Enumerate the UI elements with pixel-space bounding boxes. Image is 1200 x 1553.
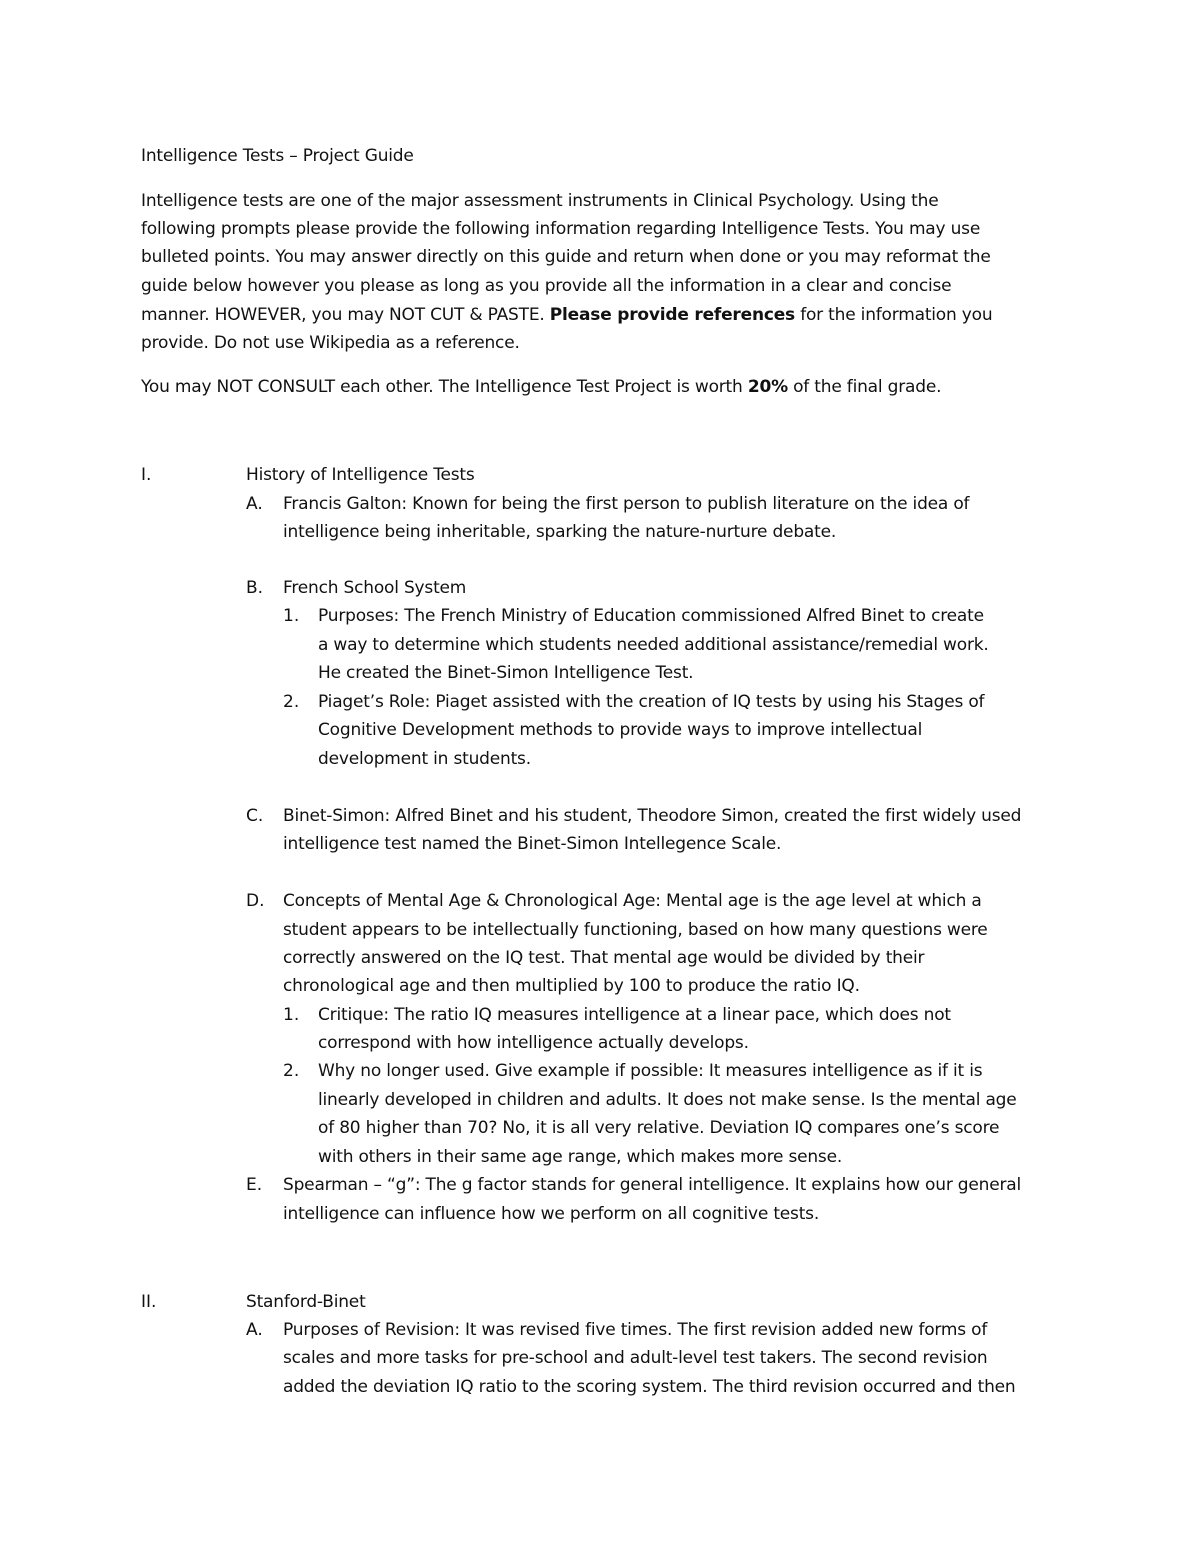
item-line: intelligence can influence how we perform on all cognitive tests. [283,1204,820,1224]
subitem-marker: 2. [283,692,300,712]
subitem-line: linearly developed in children and adults. It does not make sense. Is the mental age [318,1090,1017,1110]
subitem-line: Cognitive Development methods to provide ways to improve intellectual [318,720,923,740]
subitem-line: correspond with how intelligence actually develops. [318,1033,749,1053]
item-marker: C. [246,806,264,826]
intro-line: guide below however you please as long as you provide all the information in a clear and concise [141,276,952,296]
item-line: Concepts of Mental Age & Chronological Age: Mental age is the age level at which a [283,891,982,911]
item-line: Francis Galton: Known for being the first person to publish literature on the idea of [283,494,970,514]
consult-text: of the final grade. [787,377,942,397]
item-line: student appears to be intellectually functioning, based on how many questions were [283,920,988,940]
intro-line: Intelligence tests are one of the major assessment instruments in Clinical Psychology. Using the [141,191,939,211]
item-line: Spearman – “g”: The g factor stands for general intelligence. It explains how our general [283,1175,1022,1195]
document-title: Intelligence Tests – Project Guide [141,146,414,166]
section-heading: Stanford-Binet [246,1292,366,1312]
intro-line: bulleted points. You may answer directly on this guide and return when done or you may reformat the [141,247,991,267]
item-line: correctly answered on the IQ test. That mental age would be divided by their [283,948,925,968]
intro-line: provide. Do not use Wikipedia as a reference. [141,333,520,353]
subitem-marker: 2. [283,1061,300,1081]
subitem-line: with others in their same age range, which makes more sense. [318,1147,843,1167]
item-marker: A. [246,1320,263,1340]
item-marker: A. [246,494,263,514]
intro-bold-text: Please provide references [549,305,795,325]
item-line: intelligence test named the Binet-Simon Intellegence Scale. [283,834,782,854]
section-marker: II. [141,1292,157,1312]
subitem-line: of 80 higher than 70? No, it is all very relative. Deviation IQ compares one’s score [318,1118,1000,1138]
item-line: Purposes of Revision: It was revised five times. The first revision added new forms of [283,1320,988,1340]
section-marker: I. [141,465,152,485]
consult-line [141,376,941,398]
section-heading: History of Intelligence Tests [246,465,475,485]
subitem-marker: 1. [283,1005,300,1025]
subitem-line: Purposes: The French Ministry of Education commissioned Alfred Binet to create [318,606,984,626]
subitem-line: Piaget’s Role: Piaget assisted with the creation of IQ tests by using his Stages of [318,692,985,712]
intro-line: following prompts please provide the following information regarding Intelligence Tests. You may use [141,219,981,239]
item-marker: D. [246,891,265,911]
subitem-line: development in students. [318,749,531,769]
subitem-line: Why no longer used. Give example if possible: It measures intelligence as if it is [318,1061,983,1081]
item-heading: French School System [283,578,467,598]
grade-percent: 20% [747,377,788,397]
item-line: chronological age and then multiplied by 100 to produce the ratio IQ. [283,976,860,996]
item-line: intelligence being inheritable, sparking the nature-nurture debate. [283,522,837,542]
item-marker: B. [246,578,264,598]
intro-text: manner. HOWEVER, you may NOT CUT & PASTE. [141,305,550,325]
subitem-line: a way to determine which students needed additional assistance/remedial work. [318,635,989,655]
intro-line [141,304,992,326]
intro-text: for the information you [794,305,993,325]
item-line: Binet-Simon: Alfred Binet and his student, Theodore Simon, created the first widely used [283,806,1022,826]
subitem-line: He created the Binet-Simon Intelligence Test. [318,663,694,683]
subitem-marker: 1. [283,606,300,626]
item-line: scales and more tasks for pre-school and adult-level test takers. The second revision [283,1348,988,1368]
consult-text: You may NOT CONSULT each other. The Intelligence Test Project is worth [141,377,748,397]
subitem-line: Critique: The ratio IQ measures intelligence at a linear pace, which does not [318,1005,951,1025]
item-marker: E. [246,1175,263,1195]
item-line: added the deviation IQ ratio to the scoring system. The third revision occurred and then [283,1377,1016,1397]
